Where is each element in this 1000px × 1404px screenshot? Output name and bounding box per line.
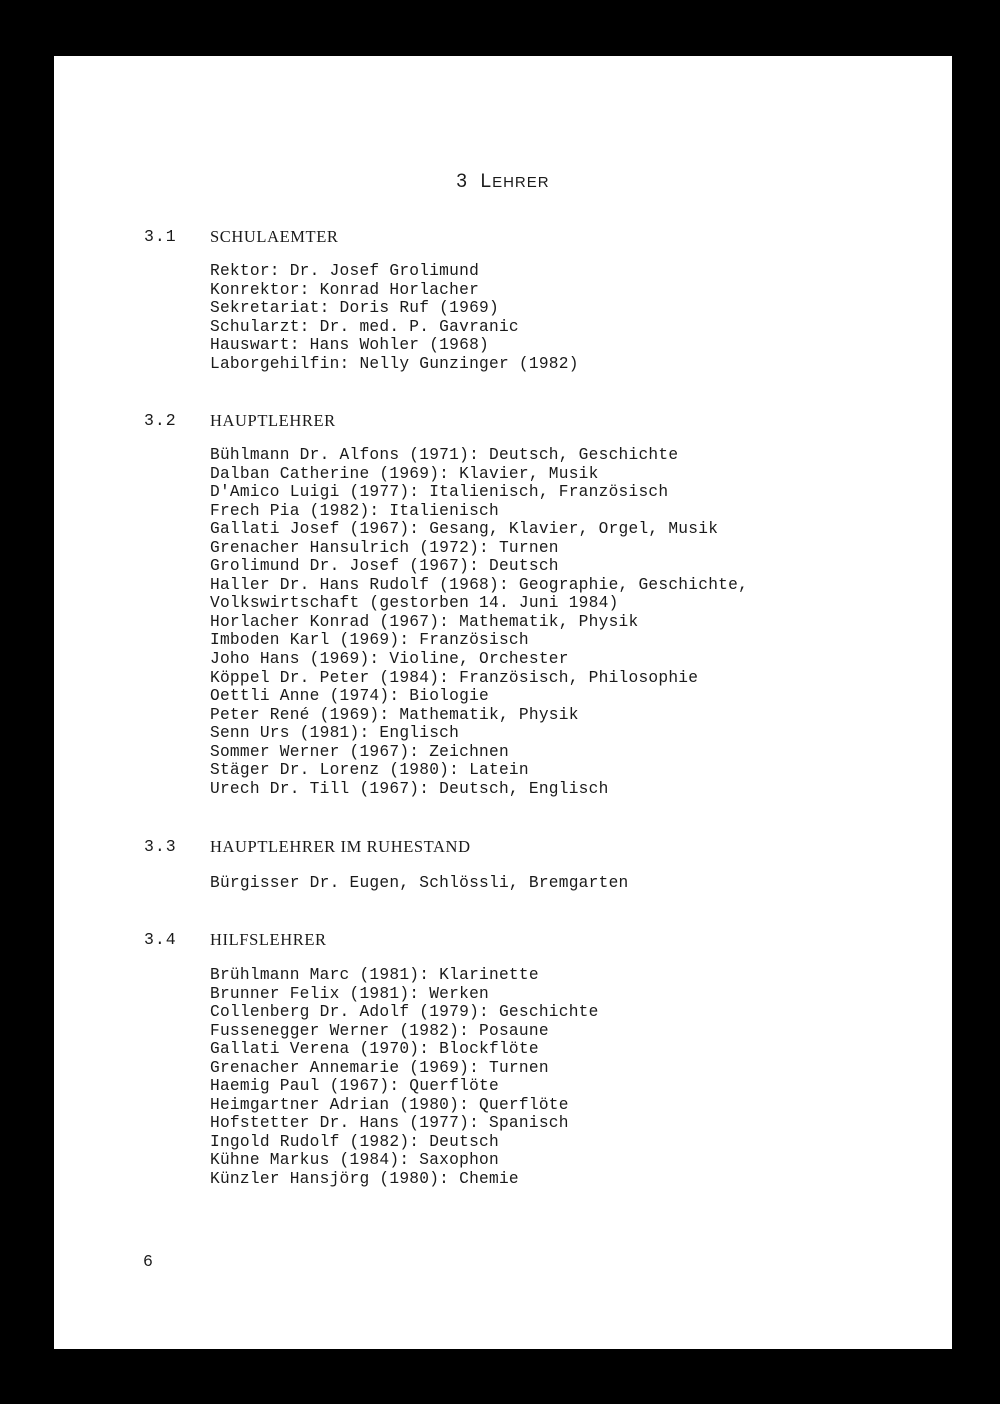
list-item: Gallati Josef (1967): Gesang, Klavier, Orgel, Musik — [210, 520, 719, 539]
section-entry-list — [210, 874, 629, 893]
section-number: 3.2 — [144, 411, 177, 430]
section-title: HILFSLEHRER — [210, 930, 327, 949]
section-title: SCHULAEMTER — [210, 227, 339, 246]
list-item: Oettli Anne (1974): Biologie — [210, 687, 489, 706]
list-item: Grenacher Hansulrich (1972): Turnen — [210, 538, 559, 557]
chapter-title-initial: L — [480, 171, 493, 192]
list-item: Laborgehilfin: Nelly Gunzinger (1982) — [210, 354, 579, 373]
list-item: Grenacher Annemarie (1969): Turnen — [210, 1058, 549, 1077]
section-entry-list — [210, 262, 579, 373]
list-item: Peter René (1969): Mathematik, Physik — [210, 705, 579, 724]
list-item: Collenberg Dr. Adolf (1979): Geschichte — [210, 1003, 599, 1022]
section-entry-list — [210, 966, 599, 1189]
list-item: Kühne Markus (1984): Saxophon — [210, 1151, 499, 1170]
section-number: 3.3 — [144, 837, 177, 856]
section-number: 3.4 — [144, 930, 177, 949]
list-item: Stäger Dr. Lorenz (1980): Latein — [210, 761, 529, 780]
section-number: 3.1 — [144, 227, 177, 246]
list-item: Bürgisser Dr. Eugen, Schlössli, Bremgarten — [210, 874, 629, 892]
list-item: Hofstetter Dr. Hans (1977): Spanisch — [210, 1114, 569, 1133]
list-item: Grolimund Dr. Josef (1967): Deutsch — [210, 557, 559, 576]
chapter-title — [54, 170, 952, 195]
list-item: Horlacher Konrad (1967): Mathematik, Physik — [210, 612, 639, 631]
list-item: Bühlmann Dr. Alfons (1971): Deutsch, Geschichte — [210, 446, 679, 464]
list-item: Senn Urs (1981): Englisch — [210, 724, 460, 743]
list-item: Fussenegger Werner (1982): Posaune — [210, 1021, 549, 1040]
list-item: Joho Hans (1969): Violine, Orchester — [210, 650, 569, 669]
list-item: Schularzt: Dr. med. P. Gavranic — [210, 317, 519, 336]
section-title: HAUPTLEHRER — [210, 411, 336, 430]
list-item: Heimgartner Adrian (1980): Querflöte — [210, 1095, 569, 1114]
section-entry-list — [210, 446, 748, 798]
list-item: Gallati Verena (1970): Blockflöte — [210, 1040, 539, 1059]
chapter-title-rest: EHRER — [492, 174, 550, 191]
list-item: Künzler Hansjörg (1980): Chemie — [210, 1170, 519, 1189]
list-item: Dalban Catherine (1969): Klavier, Musik — [210, 464, 599, 483]
list-item: Konrektor: Konrad Horlacher — [210, 280, 480, 299]
list-item: Brunner Felix (1981): Werken — [210, 984, 489, 1003]
list-item: Haemig Paul (1967): Querflöte — [210, 1077, 499, 1096]
list-item: Ingold Rudolf (1982): Deutsch — [210, 1132, 499, 1151]
list-item: Köppel Dr. Peter (1984): Französisch, Philosophie — [210, 668, 699, 687]
chapter-number: 3 — [456, 171, 468, 192]
list-item: Brühlmann Marc (1981): Klarinette — [210, 966, 539, 984]
page-number: 6 — [143, 1252, 153, 1271]
list-item: Urech Dr. Till (1967): Deutsch, Englisch — [210, 779, 609, 798]
document-page — [54, 56, 952, 1349]
list-item: Hauswart: Hans Wohler (1968) — [210, 336, 489, 355]
list-item: Volkswirtschaft (gestorben 14. Juni 1984) — [210, 594, 619, 613]
list-item: Sommer Werner (1967): Zeichnen — [210, 742, 509, 761]
list-item: Imboden Karl (1969): Französisch — [210, 631, 529, 650]
list-item: Sekretariat: Doris Ruf (1969) — [210, 299, 499, 318]
list-item: Frech Pia (1982): Italienisch — [210, 501, 499, 520]
list-item: Rektor: Dr. Josef Grolimund — [210, 262, 480, 280]
section-title: HAUPTLEHRER IM RUHESTAND — [210, 837, 471, 856]
list-item: Haller Dr. Hans Rudolf (1968): Geographie, Geschichte, — [210, 575, 749, 594]
list-item: D'Amico Luigi (1977): Italienisch, Französisch — [210, 483, 669, 502]
